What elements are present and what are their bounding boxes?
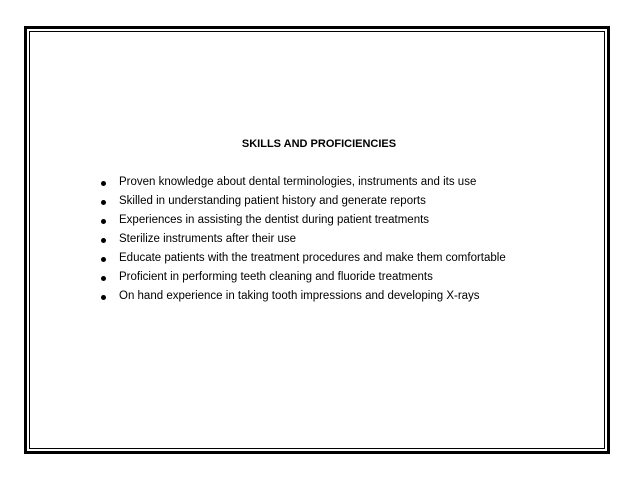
skill-text: Proven knowledge about dental terminologies, instruments and its use xyxy=(119,176,477,188)
bullet-icon xyxy=(101,219,106,224)
bullet-icon xyxy=(101,238,106,243)
skill-text: Proficient in performing teeth cleaning and fluoride treatments xyxy=(119,271,433,283)
skill-text: Experiences in assisting the dentist during patient treatments xyxy=(119,214,430,226)
bullet-icon xyxy=(101,200,106,205)
bullet-icon xyxy=(101,295,106,300)
skill-text: On hand experience in taking tooth impressions and developing X-rays xyxy=(119,290,480,302)
skill-text: Skilled in understanding patient history and generate reports xyxy=(119,195,426,207)
bullet-icon xyxy=(101,257,106,262)
skill-text: Sterilize instruments after their use xyxy=(119,233,297,245)
section-heading: SKILLS AND PROFICIENCIES xyxy=(241,138,397,150)
skill-text: Educate patients with the treatment procedures and make them comfortable xyxy=(119,252,506,264)
bullet-icon xyxy=(101,181,106,186)
bullet-icon xyxy=(101,276,106,281)
